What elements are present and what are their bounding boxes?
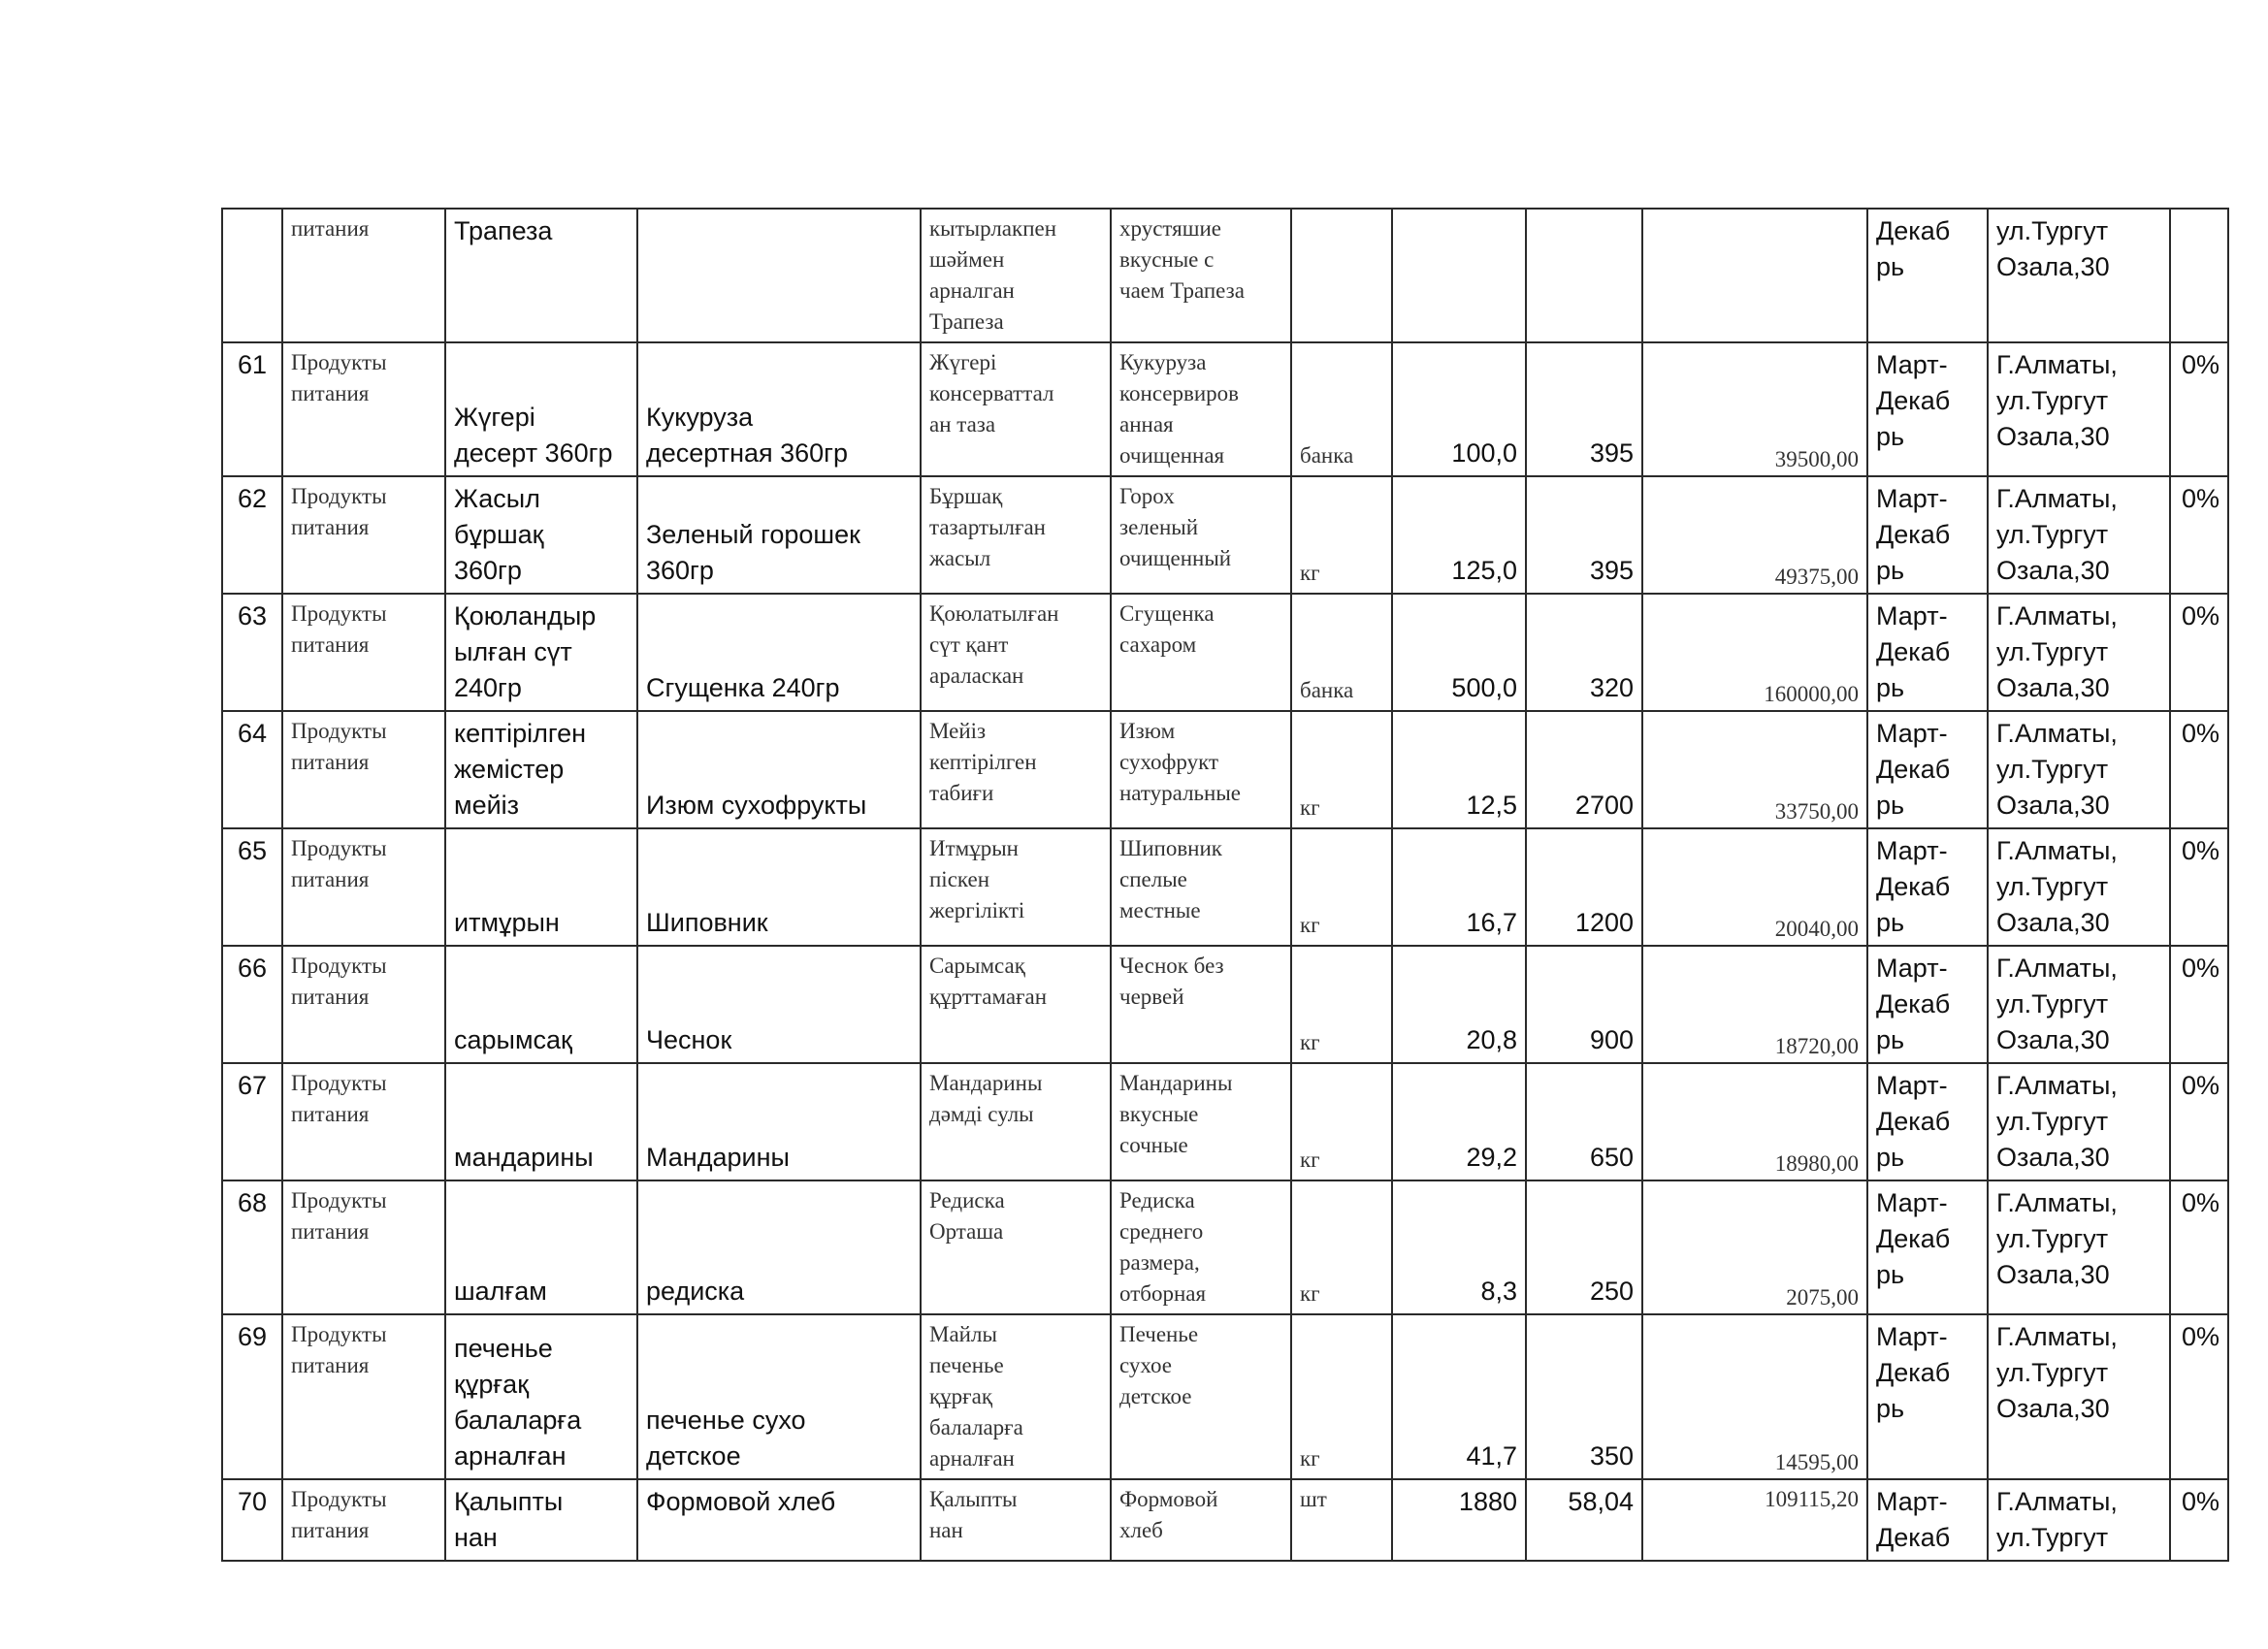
cell-price: 58,04 bbox=[1526, 1479, 1642, 1561]
cell-period: Март- Декаб рь bbox=[1867, 1314, 1988, 1479]
table-row bbox=[222, 1180, 2228, 1314]
cell-qty: 16,7 bbox=[1392, 828, 1526, 946]
table-row bbox=[222, 342, 2228, 476]
cell-desc-kz: Итмұрын піскен жергілікті bbox=[921, 828, 1111, 946]
cell-price: 395 bbox=[1526, 342, 1642, 476]
cell-unit: кг bbox=[1291, 1180, 1392, 1314]
cell-qty: 500,0 bbox=[1392, 594, 1526, 711]
cell-category: Продукты питания bbox=[282, 946, 445, 1063]
cell-unit bbox=[1291, 209, 1392, 342]
cell-desc-ru: Горох зеленый очищенный bbox=[1111, 476, 1291, 594]
cell-num: 64 bbox=[222, 711, 282, 828]
cell-desc-kz: Сарымсақ құрттамаған bbox=[921, 946, 1111, 1063]
cell-address: Г.Алматы, ул.Тургут Озала,30 bbox=[1988, 828, 2170, 946]
cell-unit: банка bbox=[1291, 594, 1392, 711]
cell-category: Продукты питания bbox=[282, 1180, 445, 1314]
cell-price: 650 bbox=[1526, 1063, 1642, 1180]
table-row-continued bbox=[222, 209, 2228, 342]
cell-desc-kz: Қоюлатылған сүт қант араласкан bbox=[921, 594, 1111, 711]
cell-desc-ru: Мандарины вкусные сочные bbox=[1111, 1063, 1291, 1180]
cell-desc-ru: Чеснок без червей bbox=[1111, 946, 1291, 1063]
cell-name-ru: Чеснок bbox=[637, 946, 921, 1063]
cell-num: 70 bbox=[222, 1479, 282, 1561]
cell-address: Г.Алматы, ул.Тургут Озала,30 bbox=[1988, 946, 2170, 1063]
cell-name-kz: Трапеза bbox=[445, 209, 637, 342]
cell-qty bbox=[1392, 209, 1526, 342]
table-row bbox=[222, 946, 2228, 1063]
cell-unit: кг bbox=[1291, 946, 1392, 1063]
cell-name-ru: Шиповник bbox=[637, 828, 921, 946]
cell-total: 18980,00 bbox=[1642, 1063, 1867, 1180]
cell-num: 63 bbox=[222, 594, 282, 711]
cell-num: 67 bbox=[222, 1063, 282, 1180]
cell-unit: шт bbox=[1291, 1479, 1392, 1561]
cell-name-ru: Изюм сухофрукты bbox=[637, 711, 921, 828]
table-row bbox=[222, 711, 2228, 828]
cell-total: 18720,00 bbox=[1642, 946, 1867, 1063]
cell-desc-kz: Мейіз кептірілген табиғи bbox=[921, 711, 1111, 828]
cell-desc-kz: Редиска Орташа bbox=[921, 1180, 1111, 1314]
table-row bbox=[222, 594, 2228, 711]
table-row bbox=[222, 1314, 2228, 1479]
cell-vat: 0% bbox=[2170, 828, 2228, 946]
cell-vat: 0% bbox=[2170, 946, 2228, 1063]
cell-price: 900 bbox=[1526, 946, 1642, 1063]
cell-price: 320 bbox=[1526, 594, 1642, 711]
cell-price: 1200 bbox=[1526, 828, 1642, 946]
cell-qty: 8,3 bbox=[1392, 1180, 1526, 1314]
cell-qty: 1880 bbox=[1392, 1479, 1526, 1561]
cell-unit: кг bbox=[1291, 476, 1392, 594]
cell-price: 250 bbox=[1526, 1180, 1642, 1314]
cell-period: Март- Декаб bbox=[1867, 1479, 1988, 1561]
cell-name-ru: редиска bbox=[637, 1180, 921, 1314]
cell-address: ул.Тургут Озала,30 bbox=[1988, 209, 2170, 342]
table-row bbox=[222, 476, 2228, 594]
cell-vat: 0% bbox=[2170, 342, 2228, 476]
cell-num: 68 bbox=[222, 1180, 282, 1314]
cell-desc-kz: Бұршақ тазартылған жасыл bbox=[921, 476, 1111, 594]
cell-vat: 0% bbox=[2170, 1314, 2228, 1479]
cell-name-kz: шалғам bbox=[445, 1180, 637, 1314]
cell-name-ru: Мандарины bbox=[637, 1063, 921, 1180]
cell-total: 33750,00 bbox=[1642, 711, 1867, 828]
cell-name-kz: сарымсақ bbox=[445, 946, 637, 1063]
cell-address: Г.Алматы, ул.Тургут Озала,30 bbox=[1988, 594, 2170, 711]
cell-qty: 41,7 bbox=[1392, 1314, 1526, 1479]
cell-address: Г.Алматы, ул.Тургут bbox=[1988, 1479, 2170, 1561]
cell-name-kz: мандарины bbox=[445, 1063, 637, 1180]
cell-desc-ru: Формовой хлеб bbox=[1111, 1479, 1291, 1561]
cell-price bbox=[1526, 209, 1642, 342]
cell-unit: кг bbox=[1291, 1063, 1392, 1180]
procurement-table bbox=[221, 208, 2229, 1562]
cell-vat: 0% bbox=[2170, 476, 2228, 594]
cell-unit: кг bbox=[1291, 1314, 1392, 1479]
cell-desc-ru: Кукуруза консервиров анная очищенная bbox=[1111, 342, 1291, 476]
cell-period: Март- Декаб рь bbox=[1867, 342, 1988, 476]
cell-num: 65 bbox=[222, 828, 282, 946]
cell-name-ru bbox=[637, 209, 921, 342]
cell-name-kz: кептірілген жемістер мейіз bbox=[445, 711, 637, 828]
cell-name-ru: печенье сухо детское bbox=[637, 1314, 921, 1479]
cell-desc-ru: Сгущенка сахаром bbox=[1111, 594, 1291, 711]
cell-name-kz: Жүгері десерт 360гр bbox=[445, 342, 637, 476]
cell-category: Продукты питания bbox=[282, 1063, 445, 1180]
cell-vat: 0% bbox=[2170, 711, 2228, 828]
cell-qty: 20,8 bbox=[1392, 946, 1526, 1063]
cell-num: 62 bbox=[222, 476, 282, 594]
cell-desc-ru: Печенье сухое детское bbox=[1111, 1314, 1291, 1479]
cell-price: 350 bbox=[1526, 1314, 1642, 1479]
cell-price: 395 bbox=[1526, 476, 1642, 594]
cell-category: питания bbox=[282, 209, 445, 342]
cell-address: Г.Алматы, ул.Тургут Озала,30 bbox=[1988, 1180, 2170, 1314]
cell-name-kz: печенье құрғақ балаларға арналған bbox=[445, 1314, 637, 1479]
cell-num bbox=[222, 209, 282, 342]
cell-desc-ru: хрустяшие вкусные с чаем Трапеза bbox=[1111, 209, 1291, 342]
cell-period: Март- Декаб рь bbox=[1867, 476, 1988, 594]
cell-total: 14595,00 bbox=[1642, 1314, 1867, 1479]
cell-name-kz: Қалыпты нан bbox=[445, 1479, 637, 1561]
cell-period: Март- Декаб рь bbox=[1867, 594, 1988, 711]
cell-category: Продукты питания bbox=[282, 1314, 445, 1479]
cell-desc-kz: кытырлакпен шәймен арналган Трапеза bbox=[921, 209, 1111, 342]
cell-name-kz: Қоюландыр ылған сүт 240гр bbox=[445, 594, 637, 711]
cell-vat: 0% bbox=[2170, 1180, 2228, 1314]
cell-qty: 100,0 bbox=[1392, 342, 1526, 476]
cell-address: Г.Алматы, ул.Тургут Озала,30 bbox=[1988, 342, 2170, 476]
table-row bbox=[222, 1479, 2228, 1561]
cell-period: Март- Декаб рь bbox=[1867, 1180, 1988, 1314]
cell-unit: кг bbox=[1291, 828, 1392, 946]
cell-desc-ru: Редиска среднего размера, отборная bbox=[1111, 1180, 1291, 1314]
cell-desc-kz: Майлы печенье құрғақ балаларға арналған bbox=[921, 1314, 1111, 1479]
cell-total bbox=[1642, 209, 1867, 342]
cell-category: Продукты питания bbox=[282, 342, 445, 476]
cell-desc-kz: Қалыпты нан bbox=[921, 1479, 1111, 1561]
cell-desc-ru: Шиповник спелые местные bbox=[1111, 828, 1291, 946]
cell-period: Декаб рь bbox=[1867, 209, 1988, 342]
cell-qty: 12,5 bbox=[1392, 711, 1526, 828]
cell-address: Г.Алматы, ул.Тургут Озала,30 bbox=[1988, 711, 2170, 828]
cell-address: Г.Алматы, ул.Тургут Озала,30 bbox=[1988, 476, 2170, 594]
cell-total: 2075,00 bbox=[1642, 1180, 1867, 1314]
cell-price: 2700 bbox=[1526, 711, 1642, 828]
cell-period: Март- Декаб рь bbox=[1867, 828, 1988, 946]
cell-name-kz: Жасыл бұршақ 360гр bbox=[445, 476, 637, 594]
cell-num: 66 bbox=[222, 946, 282, 1063]
cell-name-ru: Сгущенка 240гр bbox=[637, 594, 921, 711]
cell-vat: 0% bbox=[2170, 594, 2228, 711]
cell-qty: 29,2 bbox=[1392, 1063, 1526, 1180]
table-row bbox=[222, 828, 2228, 946]
cell-num: 61 bbox=[222, 342, 282, 476]
cell-period: Март- Декаб рь bbox=[1867, 1063, 1988, 1180]
cell-name-ru: Кукуруза десертная 360гр bbox=[637, 342, 921, 476]
cell-address: Г.Алматы, ул.Тургут Озала,30 bbox=[1988, 1314, 2170, 1479]
cell-vat bbox=[2170, 209, 2228, 342]
cell-category: Продукты питания bbox=[282, 711, 445, 828]
cell-vat: 0% bbox=[2170, 1063, 2228, 1180]
cell-category: Продукты питания bbox=[282, 476, 445, 594]
cell-total: 160000,00 bbox=[1642, 594, 1867, 711]
cell-category: Продукты питания bbox=[282, 594, 445, 711]
table-row bbox=[222, 1063, 2228, 1180]
cell-category: Продукты питания bbox=[282, 1479, 445, 1561]
cell-desc-kz: Мандарины дәмді сулы bbox=[921, 1063, 1111, 1180]
cell-name-ru: Формовой хлеб bbox=[637, 1479, 921, 1561]
cell-name-kz: итмұрын bbox=[445, 828, 637, 946]
cell-desc-ru: Изюм сухофрукт натуральные bbox=[1111, 711, 1291, 828]
cell-total: 39500,00 bbox=[1642, 342, 1867, 476]
cell-name-ru: Зеленый горошек 360гр bbox=[637, 476, 921, 594]
cell-qty: 125,0 bbox=[1392, 476, 1526, 594]
cell-category: Продукты питания bbox=[282, 828, 445, 946]
cell-address: Г.Алматы, ул.Тургут Озала,30 bbox=[1988, 1063, 2170, 1180]
cell-period: Март- Декаб рь bbox=[1867, 711, 1988, 828]
cell-total: 49375,00 bbox=[1642, 476, 1867, 594]
cell-unit: кг bbox=[1291, 711, 1392, 828]
cell-period: Март- Декаб рь bbox=[1867, 946, 1988, 1063]
procurement-table-sheet bbox=[221, 208, 2229, 1562]
cell-num: 69 bbox=[222, 1314, 282, 1479]
cell-total: 109115,20 bbox=[1642, 1479, 1867, 1561]
cell-total: 20040,00 bbox=[1642, 828, 1867, 946]
cell-unit: банка bbox=[1291, 342, 1392, 476]
cell-desc-kz: Жүгері консерваттал ан таза bbox=[921, 342, 1111, 476]
cell-vat: 0% bbox=[2170, 1479, 2228, 1561]
